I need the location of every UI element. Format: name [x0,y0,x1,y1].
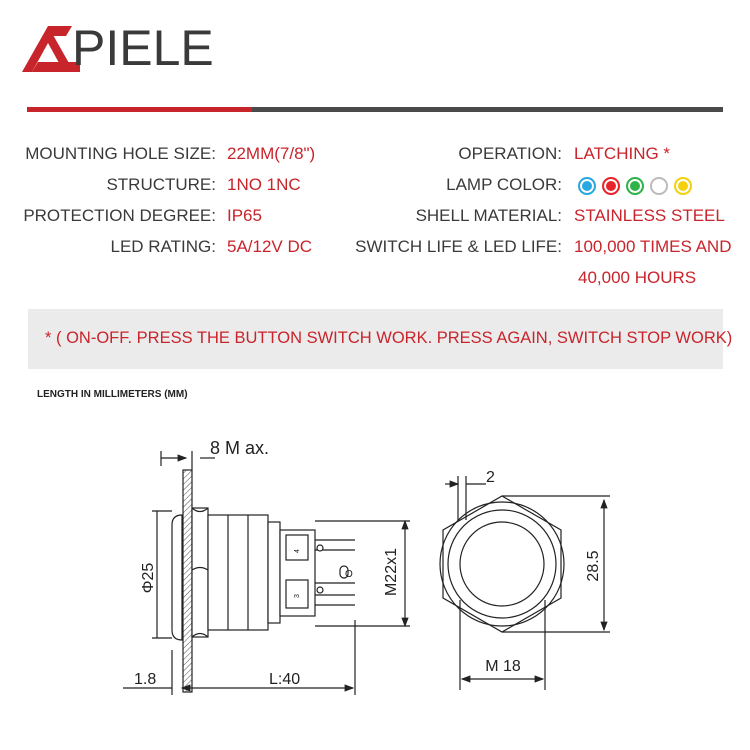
spec-value-life-hours: 40,000 HOURS [578,268,697,287]
terminal-label: O [345,569,353,580]
mounting-panel [183,470,192,692]
dim-length: L:40 [269,671,301,688]
spec-label-mounting-hole: MOUNTING HOLE SIZE: [25,144,216,163]
spec-label-operation: OPERATION: [458,144,562,163]
spec-label-structure: STRUCTURE: [106,175,216,194]
spec-value-shell-material: STAINLESS STEEL [574,206,725,225]
threaded-body [208,515,268,630]
dim-across-corners: 28.5 [585,550,602,582]
spec-label-lamp-color: LAMP COLOR: [446,175,562,194]
spec-value-life: 100,000 TIMES AND [574,237,732,256]
dim-nut: M 18 [485,658,521,675]
dim-max-depth: 8 M ax. [210,438,270,458]
spec-value-protection: IP65 [227,206,262,225]
spec-value-operation: LATCHING * [574,144,671,163]
dim-flange: 1.8 [134,671,157,688]
spec-label-shell-material: SHELL MATERIAL: [415,206,562,225]
spec-label-protection: PROTECTION DEGREE: [23,206,216,225]
spec-label-led-rating: LED RATING: [110,237,216,256]
nut-profile [192,508,208,637]
brand-name: PIELE [72,20,214,76]
units-caption: LENGTH IN MILLIMETERS (MM) [37,389,188,400]
side-view [123,451,410,695]
dim-thread: M22x1 [383,547,400,597]
spec-label-life: SWITCH LIFE & LED LIFE: [355,237,562,256]
spec-value-mounting-hole: 22MM(7/8") [227,144,316,163]
spec-value-led-rating: 5A/12V DC [227,237,313,256]
spec-value-structure: 1NO 1NC [227,175,301,194]
operation-note: * ( ON-OFF. PRESS THE BUTTON SWITCH WORK. PRESS AGAIN, SWITCH STOP WORK) [45,329,733,347]
button-face [460,522,544,606]
dim-diameter: Φ25 [140,562,157,594]
svg-text:3: 3 [294,594,301,598]
dim-bezel: 2 [486,469,495,486]
button-head [172,515,182,640]
front-view [440,476,610,690]
svg-text:4: 4 [294,549,301,553]
